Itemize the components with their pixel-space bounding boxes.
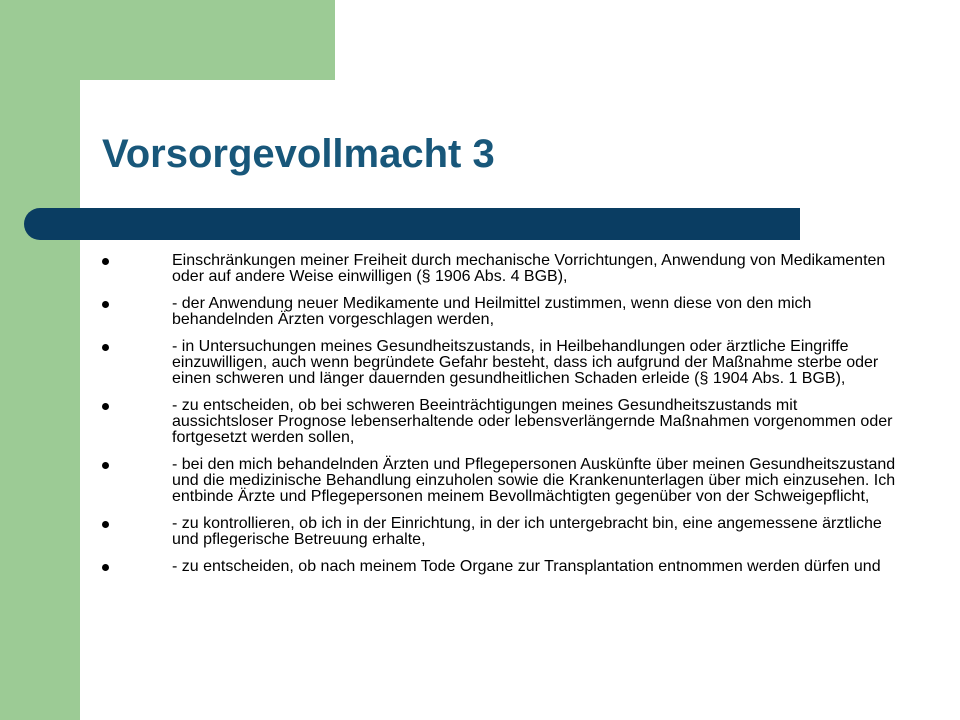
bullet-dot-icon xyxy=(102,462,109,469)
bullet-item xyxy=(102,398,902,446)
bullet-text: - in Untersuchungen meines Gesundheitszustands, in Heilbehandlungen oder ärztliche Eingriffe einzuwilligen, auch wenn begründete Gefahr besteht, dass ich aufgrund der Maßnahme sterbe oder einen schweren und länger dauernden gesundheitlichen Schaden erleide (§ 1904 Abs. 1 BGB), xyxy=(172,338,879,387)
decorative-green-bar-left xyxy=(0,0,80,720)
bullet-dot-icon xyxy=(102,403,109,410)
bullet-dot-icon xyxy=(102,258,109,265)
bullet-item xyxy=(102,253,902,285)
bullet-dot-icon xyxy=(102,344,109,351)
bullet-text: - zu kontrollieren, ob ich in der Einrichtung, in der ich untergebracht bin, eine angemessene ärztliche und pflegerische Betreuung erhalte, xyxy=(172,515,882,548)
bullet-text: - bei den mich behandelnden Ärzten und Pflegepersonen Auskünfte über meinen Gesundheitszustand und die medizinische Behandlung einzuholen sowie die Krankenunterlagen über mich einzusehen. Ich entbinde Ärzte und Pflegepersonen meinem Bevollmächtigten gegenüber von der Schweigepflicht, xyxy=(172,456,896,505)
bullet-dot-icon xyxy=(102,301,109,308)
slide-title: Vorsorgevollmacht 3 xyxy=(102,132,495,176)
bullet-item xyxy=(102,339,902,387)
decorative-green-bar-top xyxy=(80,0,335,80)
bullet-text: - der Anwendung neuer Medikamente und Heilmittel zustimmen, wenn diese von den mich behandelnden Ärzten vorgeschlagen werden, xyxy=(172,295,812,328)
bullet-item xyxy=(102,559,902,575)
bullet-item xyxy=(102,296,902,328)
title-underline-bar xyxy=(24,208,800,240)
bullet-item xyxy=(102,516,902,548)
bullet-dot-icon xyxy=(102,564,109,571)
bullet-text: - zu entscheiden, ob nach meinem Tode Organe zur Transplantation entnommen werden dürfen und xyxy=(172,558,881,575)
bullet-text: - zu entscheiden, ob bei schweren Beeinträchtigungen meines Gesundheitszustands mit aussichtsloser Prognose lebenserhaltende oder lebensverlängernde Maßnahmen vorgenommen oder fortgesetzt werden sollen, xyxy=(172,397,893,446)
bullet-text: Einschränkungen meiner Freiheit durch mechanische Vorrichtungen, Anwendung von Medikamenten oder auf andere Weise einwilligen (§ 1906 Abs. 4 BGB), xyxy=(172,252,886,285)
bullet-dot-icon xyxy=(102,521,109,528)
bullet-list xyxy=(102,253,902,586)
bullet-item xyxy=(102,457,902,505)
